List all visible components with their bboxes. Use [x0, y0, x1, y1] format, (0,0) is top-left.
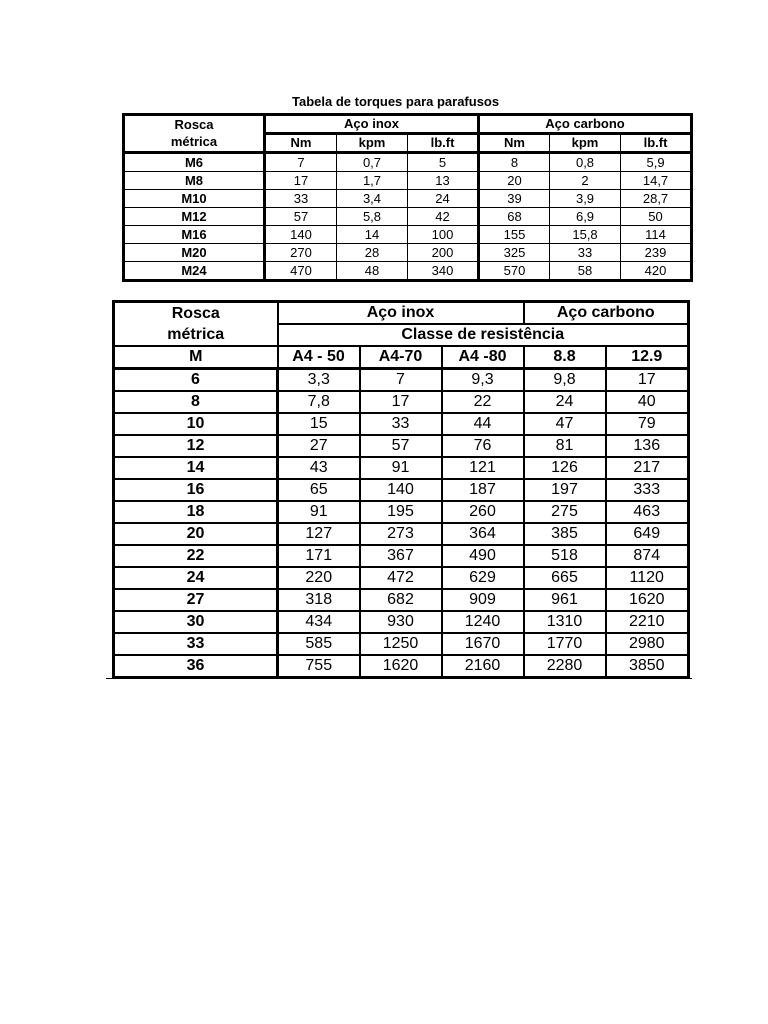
- table-cell: 195: [360, 501, 442, 523]
- table-cell: 91: [278, 501, 360, 523]
- table-cell: 15,8: [550, 226, 621, 244]
- table-cell: 340: [408, 262, 479, 281]
- table-cell: 33: [360, 413, 442, 435]
- table-cell: 44: [442, 413, 524, 435]
- table-cell: 239: [621, 244, 692, 262]
- table-row: [114, 479, 689, 501]
- table-cell: 140: [360, 479, 442, 501]
- unit-header: lb.ft: [621, 134, 692, 153]
- table-cell: 629: [442, 567, 524, 589]
- table-row: [114, 413, 689, 435]
- table-cell: 273: [360, 523, 442, 545]
- table-cell: 9,8: [524, 369, 606, 392]
- table-cell: 2160: [442, 655, 524, 678]
- table-cell: 318: [278, 589, 360, 611]
- header-metrica: métrica: [124, 134, 265, 153]
- table-cell: 420: [621, 262, 692, 281]
- row-label: 14: [114, 457, 278, 479]
- class-header: A4 - 50: [278, 346, 360, 369]
- table-cell: 22: [442, 391, 524, 413]
- table-row: [114, 391, 689, 413]
- table-cell: 1310: [524, 611, 606, 633]
- table-cell: 472: [360, 567, 442, 589]
- table-cell: 200: [408, 244, 479, 262]
- table-cell: 1240: [442, 611, 524, 633]
- table-row: [114, 435, 689, 457]
- table-cell: 3,3: [278, 369, 360, 392]
- class-header: A4-70: [360, 346, 442, 369]
- table-cell: 47: [524, 413, 606, 435]
- table-cell: 140: [265, 226, 337, 244]
- table-cell: 3,4: [337, 190, 408, 208]
- table-row: [114, 589, 689, 611]
- unit-header: Nm: [265, 134, 337, 153]
- unit-header: lb.ft: [408, 134, 479, 153]
- table-row: [114, 457, 689, 479]
- header-group-carbono: Aço carbono: [524, 302, 689, 325]
- row-label: M12: [124, 208, 265, 226]
- class-header: 12.9: [606, 346, 689, 369]
- table-row: [124, 262, 692, 281]
- table-cell: 14,7: [621, 172, 692, 190]
- row-label: 33: [114, 633, 278, 655]
- header-metrica: métrica: [114, 324, 278, 346]
- table-cell: 187: [442, 479, 524, 501]
- table-cell: 333: [606, 479, 689, 501]
- row-label: 36: [114, 655, 278, 678]
- table-cell: 270: [265, 244, 337, 262]
- table-cell: 1770: [524, 633, 606, 655]
- table-cell: 136: [606, 435, 689, 457]
- table-cell: 649: [606, 523, 689, 545]
- table-cell: 570: [479, 262, 550, 281]
- table-cell: 197: [524, 479, 606, 501]
- table-row: [114, 545, 689, 567]
- table-cell: 909: [442, 589, 524, 611]
- table-cell: 1250: [360, 633, 442, 655]
- table-cell: 58: [550, 262, 621, 281]
- table-row: [114, 633, 689, 655]
- table-row: [124, 190, 692, 208]
- table-cell: 0,7: [337, 153, 408, 172]
- table-cell: 1620: [360, 655, 442, 678]
- table-cell: 65: [278, 479, 360, 501]
- table-cell: 2210: [606, 611, 689, 633]
- row-label: M20: [124, 244, 265, 262]
- table-cell: 1120: [606, 567, 689, 589]
- table-cell: 127: [278, 523, 360, 545]
- table-cell: 24: [408, 190, 479, 208]
- table-cell: 76: [442, 435, 524, 457]
- row-label: 8: [114, 391, 278, 413]
- row-label: M10: [124, 190, 265, 208]
- table-cell: 874: [606, 545, 689, 567]
- table-cell: 385: [524, 523, 606, 545]
- row-label: M6: [124, 153, 265, 172]
- table-cell: 2: [550, 172, 621, 190]
- unit-header: kpm: [337, 134, 408, 153]
- table-cell: 364: [442, 523, 524, 545]
- row-label: M24: [124, 262, 265, 281]
- table-cell: 961: [524, 589, 606, 611]
- header-group-carbono: Aço carbono: [479, 115, 692, 134]
- table-row: [124, 226, 692, 244]
- table-row: [124, 244, 692, 262]
- table-cell: 126: [524, 457, 606, 479]
- table-cell: 682: [360, 589, 442, 611]
- table-cell: 50: [621, 208, 692, 226]
- table-cell: 114: [621, 226, 692, 244]
- table-cell: 930: [360, 611, 442, 633]
- table-cell: 325: [479, 244, 550, 262]
- table-cell: 217: [606, 457, 689, 479]
- table-cell: 42: [408, 208, 479, 226]
- torque-table-classes: [112, 300, 690, 679]
- table-cell: 490: [442, 545, 524, 567]
- header-classe-resistencia: Classe de resistência: [278, 324, 689, 346]
- table-cell: 39: [479, 190, 550, 208]
- table-cell: 155: [479, 226, 550, 244]
- table-cell: 24: [524, 391, 606, 413]
- table-cell: 463: [606, 501, 689, 523]
- table-cell: 7: [360, 369, 442, 392]
- table-cell: 33: [550, 244, 621, 262]
- table-cell: 79: [606, 413, 689, 435]
- table-cell: 13: [408, 172, 479, 190]
- table-cell: 57: [265, 208, 337, 226]
- header-group-inox: Aço inox: [278, 302, 524, 325]
- table-cell: 100: [408, 226, 479, 244]
- table-cell: 7,8: [278, 391, 360, 413]
- table-row: [114, 567, 689, 589]
- table-cell: 518: [524, 545, 606, 567]
- row-label: 20: [114, 523, 278, 545]
- page-title: Tabela de torques para parafusos: [292, 94, 500, 109]
- table-cell: 5,8: [337, 208, 408, 226]
- header-m: M: [114, 346, 278, 369]
- table-row: [124, 172, 692, 190]
- row-label: 6: [114, 369, 278, 392]
- table-cell: 17: [606, 369, 689, 392]
- table-cell: 755: [278, 655, 360, 678]
- unit-header: kpm: [550, 134, 621, 153]
- table-cell: 3850: [606, 655, 689, 678]
- table-cell: 260: [442, 501, 524, 523]
- table-cell: 14: [337, 226, 408, 244]
- row-label: 30: [114, 611, 278, 633]
- table-cell: 665: [524, 567, 606, 589]
- unit-header: Nm: [479, 134, 550, 153]
- row-label: 10: [114, 413, 278, 435]
- bottom-rule: [106, 678, 692, 679]
- header-group-inox: Aço inox: [265, 115, 479, 134]
- table-cell: 220: [278, 567, 360, 589]
- table-cell: 6,9: [550, 208, 621, 226]
- class-header: 8.8: [524, 346, 606, 369]
- table-cell: 57: [360, 435, 442, 457]
- header-rosca: Rosca: [124, 115, 265, 134]
- table-cell: 434: [278, 611, 360, 633]
- table-cell: 68: [479, 208, 550, 226]
- table-cell: 40: [606, 391, 689, 413]
- table-cell: 48: [337, 262, 408, 281]
- table-cell: 17: [265, 172, 337, 190]
- table-cell: 91: [360, 457, 442, 479]
- table-row: [114, 523, 689, 545]
- table-cell: 5: [408, 153, 479, 172]
- row-label: 27: [114, 589, 278, 611]
- table-cell: 1670: [442, 633, 524, 655]
- table-cell: 121: [442, 457, 524, 479]
- table-cell: 7: [265, 153, 337, 172]
- row-label: 12: [114, 435, 278, 457]
- table-cell: 2980: [606, 633, 689, 655]
- table-cell: 33: [265, 190, 337, 208]
- row-label: 22: [114, 545, 278, 567]
- table-row: [124, 208, 692, 226]
- table-row: [114, 501, 689, 523]
- table-cell: 367: [360, 545, 442, 567]
- table-cell: 1620: [606, 589, 689, 611]
- table-cell: 585: [278, 633, 360, 655]
- row-label: 24: [114, 567, 278, 589]
- table-row: [114, 655, 689, 678]
- table-cell: 28,7: [621, 190, 692, 208]
- table-cell: 15: [278, 413, 360, 435]
- row-label: M16: [124, 226, 265, 244]
- table-cell: 9,3: [442, 369, 524, 392]
- table-cell: 20: [479, 172, 550, 190]
- table-cell: 5,9: [621, 153, 692, 172]
- table-row: [124, 153, 692, 172]
- row-label: 16: [114, 479, 278, 501]
- table-cell: 171: [278, 545, 360, 567]
- torque-table-units: [122, 113, 693, 282]
- table-row: [114, 611, 689, 633]
- table-cell: 81: [524, 435, 606, 457]
- table-cell: 17: [360, 391, 442, 413]
- table-cell: 8: [479, 153, 550, 172]
- class-header: A4 -80: [442, 346, 524, 369]
- table-cell: 275: [524, 501, 606, 523]
- table-cell: 0,8: [550, 153, 621, 172]
- table-cell: 1,7: [337, 172, 408, 190]
- row-label: M8: [124, 172, 265, 190]
- table-cell: 3,9: [550, 190, 621, 208]
- table-cell: 43: [278, 457, 360, 479]
- table-cell: 28: [337, 244, 408, 262]
- table-cell: 470: [265, 262, 337, 281]
- table-cell: 27: [278, 435, 360, 457]
- header-rosca: Rosca: [114, 302, 278, 325]
- table-cell: 2280: [524, 655, 606, 678]
- table-row: [114, 369, 689, 392]
- row-label: 18: [114, 501, 278, 523]
